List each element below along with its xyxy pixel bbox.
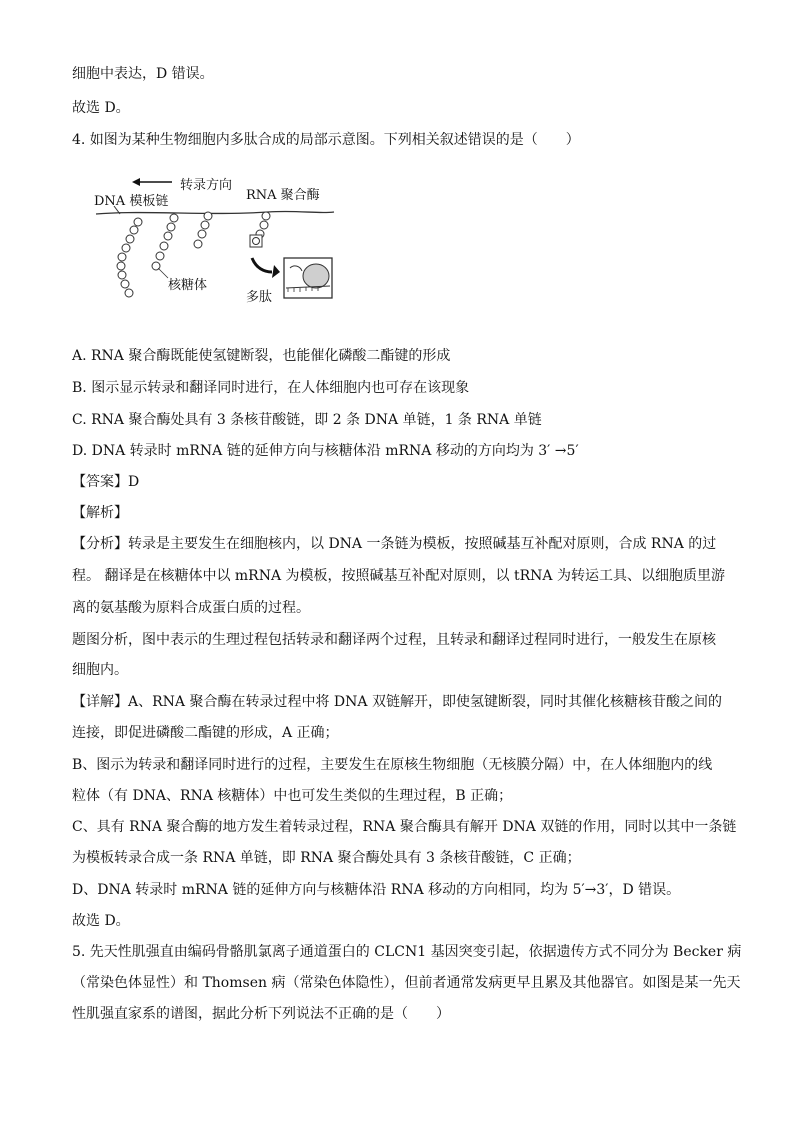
detail-line: C、具有 RNA 聚合酶的地方发生着转录过程，RNA 聚合酶具有解开 DNA 双链的作用，同时以其中一条链 [72, 819, 737, 835]
rna-polymerase-label: RNA 聚合酶 [246, 188, 320, 203]
analysis-line: 【分析】转录是主要发生在细胞核内，以 DNA 一条链为模板，按照碱基互补配对原则，合成 RNA 的过 [72, 536, 717, 552]
answer-label: 【答案】D [72, 474, 140, 490]
text-line: 故选 D。 [72, 100, 130, 116]
text-line: 细胞中表达，D 错误。 [72, 66, 214, 82]
option-a: A. RNA 聚合酶既能使氢键断裂，也能催化磷酸二酯键的形成 [72, 348, 451, 364]
question-5-line: （常染色体显性）和 Thomsen 病（常染色体隐性），但前者通常发病更早且累及其他器官。如图是某一先天 [72, 975, 741, 991]
analysis-line: 细胞内。 [72, 662, 128, 678]
dna-template-label: DNA 模板链 [94, 194, 169, 209]
question-5: 5. 先天性肌强直由编码骨骼肌氯离子通道蛋白的 CLCN1 基因突变引起，依据遗传方式不同分为 Becker 病 [72, 944, 742, 960]
question-5-line: 性肌强直家系的谱图，据此分析下列说法不正确的是（ ） [72, 1006, 450, 1022]
option-d: D. DNA 转录时 mRNA 链的延伸方向与核糖体沿 mRNA 移动的方向均为 3′ →5′ [72, 443, 579, 459]
polypeptide-synthesis-figure [88, 168, 348, 318]
detail-line: B、图示为转录和翻译同时进行的过程，主要发生在原核生物细胞（无核膜分隔）中，在人体细胞内的线 [72, 757, 713, 773]
analysis-heading: 【解析】 [72, 505, 128, 521]
analysis-line: 题图分析，图中表示的生理过程包括转录和翻译两个过程，且转录和翻译过程同时进行，一般发生在原核 [72, 632, 716, 648]
option-b: B. 图示显示转录和翻译同时进行，在人体细胞内也可存在该现象 [72, 380, 470, 396]
detail-line: 为模板转录合成一条 RNA 单链，即 RNA 聚合酶处具有 3 条核苷酸链，C 正确； [72, 850, 581, 866]
transcription-direction-label: 转录方向 [180, 178, 233, 193]
detail-line: 【详解】A、RNA 聚合酶在转录过程中将 DNA 双链解开，即使氢键断裂，同时其催化核糖核苷酸之间的 [72, 694, 722, 710]
question-4: 4. 如图为某种生物细胞内多肽合成的局部示意图。下列相关叙述错误的是（ ） [72, 132, 580, 148]
detail-line: 故选 D。 [72, 913, 130, 929]
analysis-line: 离的氨基酸为原料合成蛋白质的过程。 [72, 600, 310, 616]
polypeptide-label: 多肽 [246, 290, 273, 305]
ribosome-label: 核糖体 [168, 278, 208, 293]
detail-line: 连接，即促进磷酸二酯键的形成，A 正确； [72, 725, 339, 741]
detail-line: D、DNA 转录时 mRNA 链的延伸方向与核糖体沿 RNA 移动的方向相同，均为 5′→3′，D 错误。 [72, 882, 681, 898]
option-c: C. RNA 聚合酶处具有 3 条核苷酸链，即 2 条 DNA 单链，1 条 RNA 单链 [72, 412, 542, 428]
analysis-line: 程。 翻译是在核糖体中以 mRNA 为模板，按照碱基互补配对原则，以 tRNA 为转运工具、以细胞质里游 [72, 568, 725, 584]
detail-line: 粒体（有 DNA、RNA 核糖体）中也可发生类似的生理过程，B 正确； [72, 788, 513, 804]
